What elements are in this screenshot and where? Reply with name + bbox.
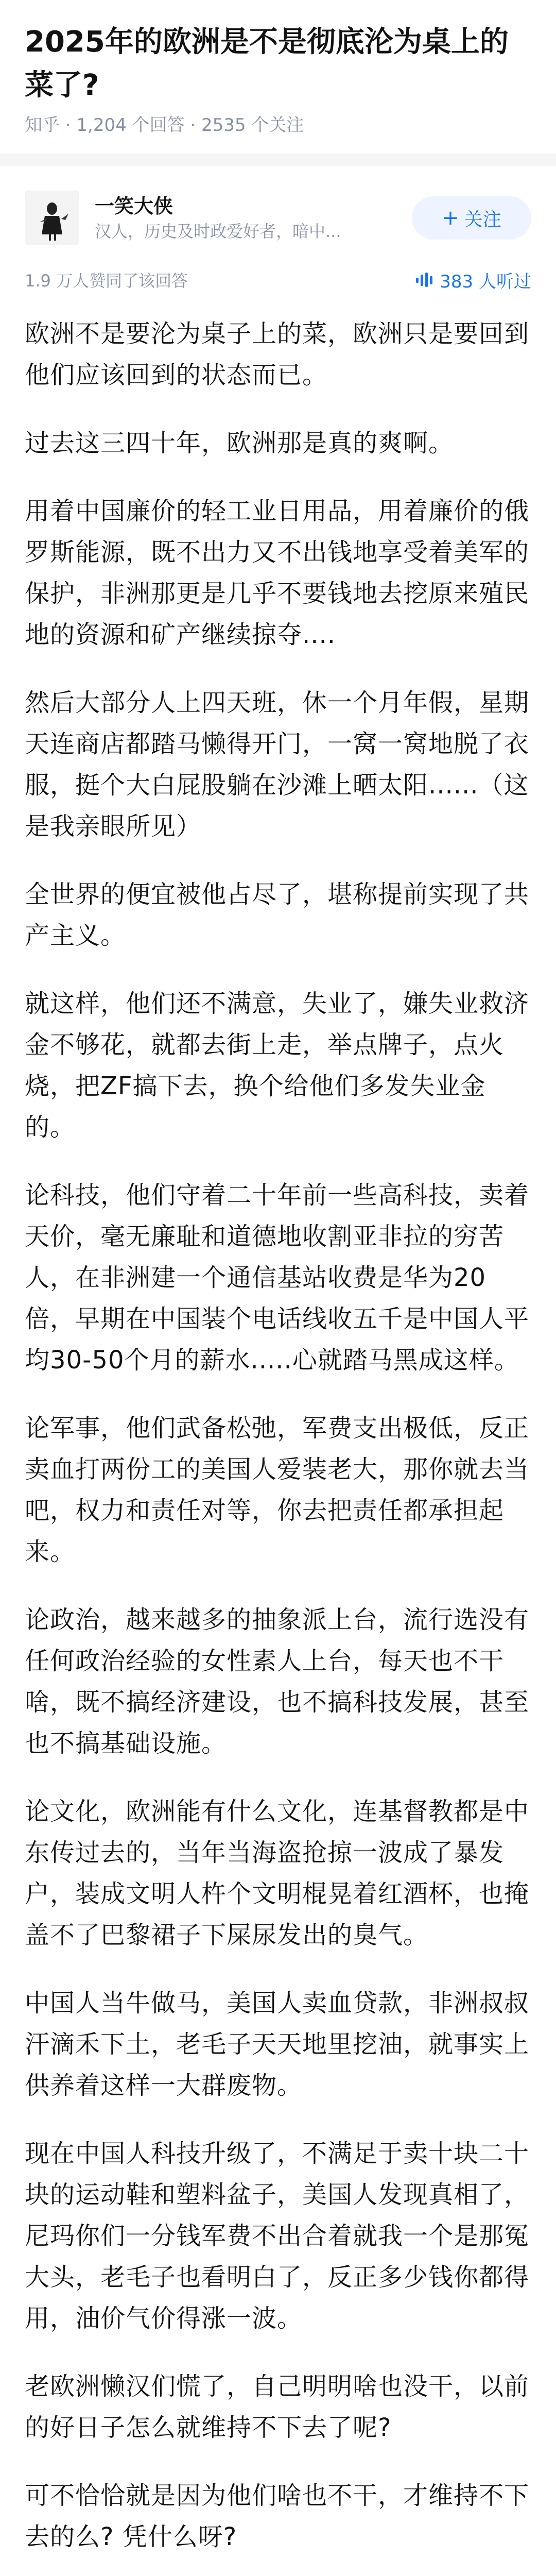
author-info bbox=[95, 193, 412, 243]
answer-paragraph: 老欧洲懒汉们慌了，自己明明啥也没干，以前的好日子怎么就维持不下去了呢? bbox=[25, 2372, 530, 2442]
answer-paragraph: 用着中国廉价的轻工业日用品，用着廉价的俄罗斯能源，既不出力又不出钱地享受着美军的保护，非洲那更是几乎不要钱地去挖原来殖民地的资源和矿产继续掠夺.... bbox=[25, 497, 530, 649]
author-name[interactable]: 一笑大侠 bbox=[95, 195, 173, 217]
question-meta: 知乎 · 1,204 个回答 · 2535 个关注 bbox=[25, 115, 304, 135]
listen-button[interactable] bbox=[414, 267, 531, 293]
answer-paragraph: 论军事，他们武备松弛，军费支出极低，反正卖血打两份工的美国人爱装老大，那你就去当吧，权力和责任对等，你去把责任都承担起来。 bbox=[25, 1414, 530, 1566]
answer-paragraph: 论政治，越来越多的抽象派上台，流行选没有任何政治经验的女性素人上台，每天也不干啥，既不搞经济建设，也不搞科技发展，甚至也不搞基础设施。 bbox=[25, 1605, 530, 1758]
avatar[interactable] bbox=[25, 191, 79, 245]
answer-paragraph: 就这样，他们还不满意，失业了，嫌失业救济金不够花，就都去街上走，举点牌子，点火烧，把ZF搞下去，换个给他们多发失业金的。 bbox=[25, 989, 530, 1142]
question-title[interactable]: 2025年的欧洲是不是彻底沦为桌上的菜了? bbox=[25, 25, 509, 102]
answer-paragraph: 然后大部分人上四天班，休一个月年假，星期天连商店都踏马懒得开门，一窝一窝地脱了衣服，挺个大白屁股躺在沙滩上晒太阳......（这是我亲眼所见） bbox=[25, 688, 530, 841]
follow-button[interactable] bbox=[412, 196, 531, 240]
section-divider bbox=[0, 154, 556, 166]
answer-paragraph: 论科技，他们守着二十年前一些高科技，卖着天价，毫无廉耻和道德地收割亚非拉的穷苦人，在非洲建一个通信基站收费是华为20倍，早期在中国装个电话线收五千是中国人平均30-50个月的薪水.....心就踏马黑成这样。 bbox=[25, 1181, 530, 1375]
stats-row bbox=[0, 251, 556, 298]
bars-icon bbox=[414, 269, 435, 290]
listen-count: 383 人听过 bbox=[440, 271, 531, 292]
question-header bbox=[0, 0, 556, 138]
answer-paragraph: 全世界的便宜被他占尽了，堪称提前实现了共产主义。 bbox=[25, 880, 530, 950]
answer-paragraph: 欧洲不是要沦为桌子上的菜，欧洲只是要回到他们应该回到的状态而已。 bbox=[25, 319, 530, 389]
avatar-image bbox=[25, 191, 79, 245]
answer-paragraph: 现在中国人科技升级了，不满足于卖十块二十块的运动鞋和塑料盆子，美国人发现真相了，尼玛你们一分钱军费不出合着就我一个是那冤大头，老毛子也看明白了，反正多少钱你都得用，油价气价得涨一波。 bbox=[25, 2139, 530, 2333]
author-bio: 汉人，历史及时政爱好者，暗中... bbox=[95, 222, 341, 241]
answer-content bbox=[0, 298, 556, 2576]
answer-paragraph: 可不恰恰就是因为他们啥也不干，才维持不下去的么? 凭什么呀? bbox=[25, 2481, 530, 2551]
answer-paragraph: 中国人当牛做马，美国人卖血贷款，非洲叔叔汗滴禾下土，老毛子天天地里挖油，就事实上供养着这样一大群废物。 bbox=[25, 1989, 530, 2100]
answer-paragraph: 过去这三四十年，欧洲那是真的爽啊。 bbox=[25, 429, 454, 457]
plus-icon: + bbox=[442, 206, 459, 230]
upvote-count: 1.9 万人赞同了该回答 bbox=[25, 271, 188, 291]
author-row bbox=[0, 166, 556, 251]
answer-paragraph: 论文化，欧洲能有什么文化，连基督教都是中东传过去的，当年当海盗抢掠一波成了暴发户，装成文明人杵个文明棍晃着红酒杯，也掩盖不了巴黎裙子下屎尿发出的臭气。 bbox=[25, 1797, 530, 1950]
follow-label: 关注 bbox=[464, 209, 501, 230]
